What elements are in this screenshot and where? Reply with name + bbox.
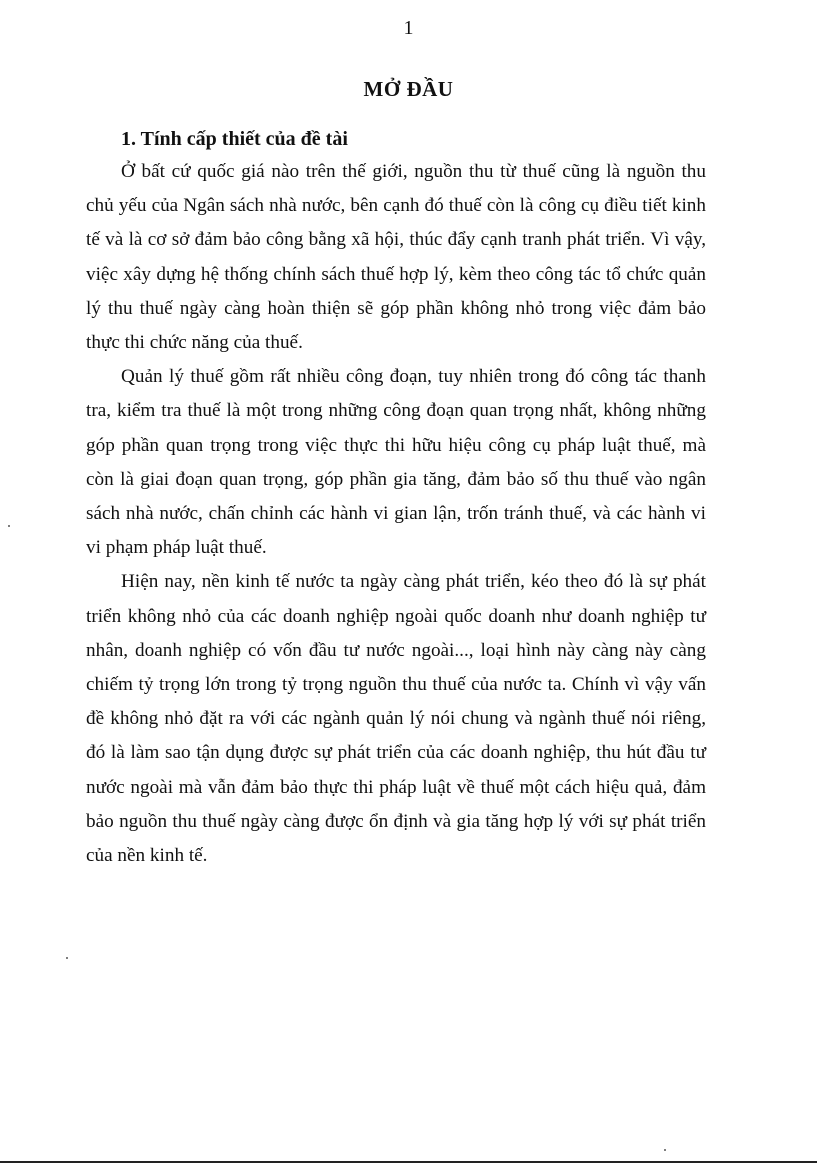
paragraph-2: Quản lý thuế gồm rất nhiều công đoạn, tuy nhiên trong đó công tác thanh tra, kiểm tra thuế là một trong những công đoạn quan trọng nhất, không những góp phần quan trọng trong việc thực thi hữu hiệu công cụ pháp luật thuế, mà còn là giai đoạn quan trọng, góp phần gia tăng, đảm bảo số thu thuế vào ngân sách nhà nước, chấn chỉnh các hành vi gian lận, trốn tránh thuế, và các hành vi vi phạm pháp luật thuế. <box>86 366 706 559</box>
paragraph-1: Ở bất cứ quốc giá nào trên thế giới, nguồn thu từ thuế cũng là nguồn thu chủ yếu của Ngân sách nhà nước, bên cạnh đó thuế còn là công cụ điều tiết kinh tế và là cơ sở đảm bảo công bằng xã hội, thúc đẩy cạnh tranh phát triển. Vì vậy, việc xây dựng hệ thống chính sách thuế hợp lý, kèm theo công tác tổ chức quản lý thu thuế ngày càng hoàn thiện sẽ góp phần không nhỏ trong việc đảm bảo thực thi chức năng của thuế. <box>86 161 706 354</box>
paragraph-3: Hiện nay, nền kinh tế nước ta ngày càng phát triển, kéo theo đó là sự phát triển không nhỏ của các doanh nghiệp ngoài quốc doanh như doanh nghiệp tư nhân, doanh nghiệp có vốn đầu tư nước ngoài..., loại hình này càng này càng chiếm tỷ trọng lớn trong tỷ trọng nguồn thu thuế của nước ta. Chính vì vậy vấn đề không nhỏ đặt ra với các ngành quản lý nói chung và ngành thuế nói riêng, đó là làm sao tận dụng được sự phát triển của các doanh nghiệp, thu hút đầu tư nước ngoài mà vẫn đảm bảo thực thi pháp luật về thuế một cách hiệu quả, đảm bảo nguồn thu thuế ngày càng được ổn định và gia tăng hợp lý với sự phát triển của nền kinh tế. <box>86 571 706 867</box>
scan-speck <box>66 957 68 959</box>
bottom-border-line <box>0 1161 817 1163</box>
body-text <box>86 155 706 873</box>
scan-speck <box>664 1149 666 1151</box>
section-heading: 1. Tính cấp thiết của đề tài <box>121 128 348 150</box>
page-title: MỞ ĐẦU <box>363 77 454 101</box>
scan-speck <box>8 525 10 527</box>
page-number: 1 <box>403 17 414 39</box>
